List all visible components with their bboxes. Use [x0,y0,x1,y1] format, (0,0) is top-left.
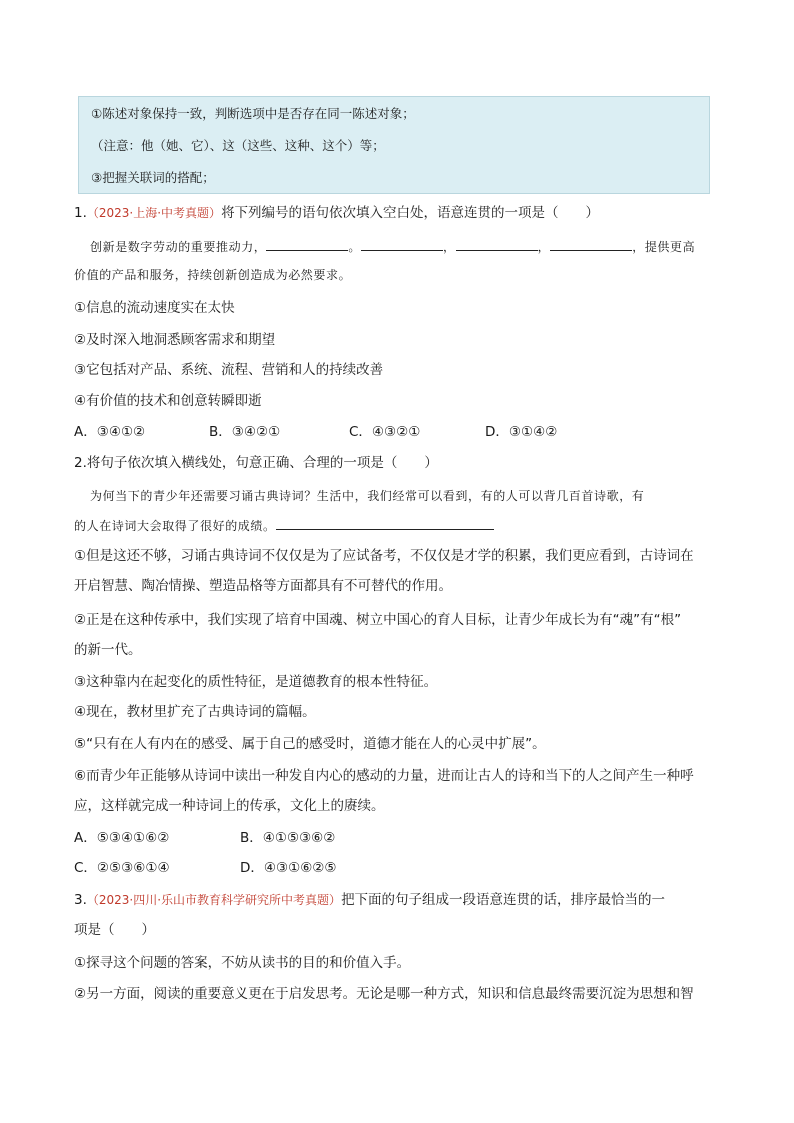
tip-line: （注意：他（她、它）、这（这些、这种、这个）等； [91,138,385,153]
tip-box [78,96,710,194]
question-2-stem: 2.将句子依次填入横线处，句意正确、合理的一项是（ ） [74,455,438,471]
option-d: D．③①④② [485,424,558,440]
question-2-options [74,858,337,878]
question-text: 将下列编号的语句依次填入空白处，语意连贯的一项是（ ） [221,205,600,221]
option-a: A．⑤③④①⑥② [74,830,170,846]
question-3-item: ①探寻这个问题的答案，不妨从读书的目的和价值入手。 [74,955,411,971]
question-source: （2023·上海·中考真题） [86,206,222,220]
question-text: 把下面的句子组成一段语意连贯的话，排序最恰当的一 [341,892,666,908]
option-d: D．④③①⑥②⑤ [240,860,337,876]
option-b: B．④①⑤③⑥② [240,830,336,846]
question-1-item: ③它包括对产品、系统、流程、营销和人的持续改善 [74,362,384,378]
option-c: C．②⑤③⑥①④ [74,860,170,876]
question-2-passage: 为何当下的青少年还需要习诵古典诗词？生活中，我们经常可以看到，有的人可以背几百首诗歌，有 [90,489,645,503]
question-2-item: ②正是在这种传承中，我们实现了培育中国魂、树立中国心的育人目标，让青少年成长为有“魂”有“根” [74,612,682,628]
answer-blank [361,236,443,251]
passage-text: ，提供更高 [632,240,696,254]
question-1-stem [74,203,599,223]
question-number: 1. [74,205,87,221]
question-2-item: ③这种靠内在起变化的质性特征，是道德教育的根本性特征。 [74,674,438,690]
question-1-item: ②及时深入地洞悉顾客需求和期望 [74,332,276,348]
tip-line: ③把握关联词的搭配； [91,170,215,185]
question-1-passage [90,236,695,257]
question-2-item: ⑤“只有在人有内在的感受、属于自己的感受时，道德才能在人的心灵中扩展”。 [74,736,546,752]
option-a: A．③④①② [74,424,146,440]
question-2-item-cont: 的新一代。 [74,642,142,658]
passage-text: 。 [348,240,362,254]
question-number: 3. [74,892,87,908]
question-3-stem-cont: 项是（ ） [74,922,155,938]
question-2-item-cont: 应，这样就完成一种诗词上的传承，文化上的赓续。 [74,798,385,814]
option-b: B．③④②① [209,424,281,440]
answer-blank [266,236,348,251]
answer-blank [550,236,632,251]
question-1-passage-cont: 价值的产品和服务，持续创新创造成为必然要求。 [74,268,352,282]
answer-blank [276,515,494,530]
question-source: （2023·四川·乐山市教育科学研究所中考真题） [86,893,342,907]
option-c: C．④③②① [349,424,421,440]
question-2-passage-cont [74,515,494,536]
question-2-item: ④现在，教材里扩充了古典诗词的篇幅。 [74,704,316,720]
question-1-options [74,422,557,442]
answer-blank [456,236,538,251]
question-3-stem [74,890,665,910]
passage-text: 的人在诗词大会取得了很好的成绩。 [74,519,276,533]
passage-text: ， [443,240,456,254]
question-2-options [74,828,335,848]
question-2-item: ⑥而青少年正能够从诗词中读出一种发自内心的感动的力量，进而让古人的诗和当下的人之间产生一种呼 [74,768,694,784]
question-3-item: ②另一方面，阅读的重要意义更在于启发思考。无论是哪一种方式，知识和信息最终需要沉淀为思想和智 [74,986,694,1002]
question-1-item: ④有价值的技术和创意转瞬即逝 [74,393,262,409]
passage-text: ， [537,240,551,254]
passage-text: 创新是数字劳动的重要推动力， [90,240,267,254]
question-2-item-cont: 开启智慧、陶冶情操、塑造品格等方面都具有不可替代的作用。 [74,578,452,594]
tip-line: ①陈述对象保持一致，判断选项中是否存在同一陈述对象； [91,106,415,121]
question-2-item: ①但是这还不够，习诵古典诗词不仅仅是为了应试备考，不仅仅是才学的积累，我们更应看到，古诗词在 [74,548,694,564]
question-1-item: ①信息的流动速度实在太快 [74,300,235,316]
